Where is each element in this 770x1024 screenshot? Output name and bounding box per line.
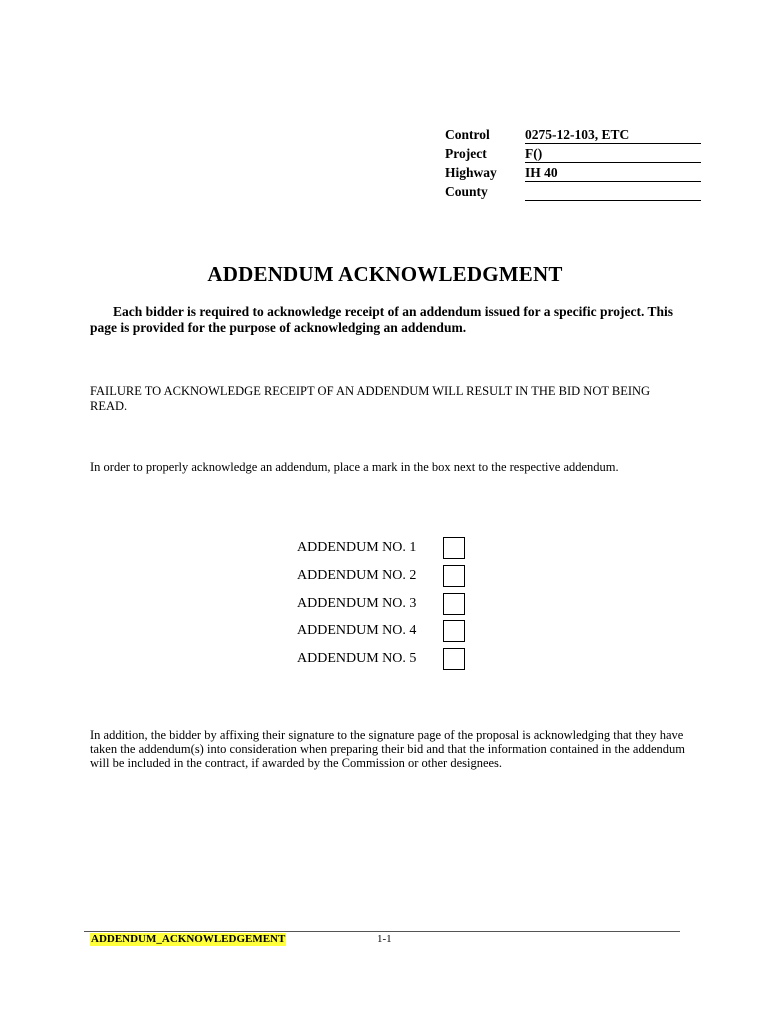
addendum-list xyxy=(297,537,472,676)
project-row xyxy=(445,145,701,164)
closing-paragraph: In addition, the bidder by affixing their signature to the signature page of the proposal is acknowledging that they have taken the addendum(s) into consideration when preparing their bid and that the information contained in the addendum will be included in the contract, if awarded by the Commission or other designees. xyxy=(90,728,685,770)
footer-document-id: ADDENDUM_ACKNOWLEDGEMENT xyxy=(91,933,286,945)
project-value[interactable]: F() xyxy=(525,145,701,163)
county-value[interactable] xyxy=(525,183,701,201)
addendum-row-3 xyxy=(297,593,472,621)
control-value[interactable]: 0275-12-103, ETC xyxy=(525,126,701,144)
addendum-checkbox-3[interactable] xyxy=(443,593,465,615)
control-label: Control xyxy=(445,127,490,142)
addendum-row-5 xyxy=(297,648,472,676)
warning-paragraph: FAILURE TO ACKNOWLEDGE RECEIPT OF AN ADDENDUM WILL RESULT IN THE BID NOT BEING READ. xyxy=(90,384,651,413)
project-label: Project xyxy=(445,146,487,161)
addendum-row-1 xyxy=(297,537,472,565)
footer-divider xyxy=(84,931,680,932)
page-title: ADDENDUM ACKNOWLEDGMENT xyxy=(207,262,563,286)
addendum-label-4: ADDENDUM NO. 4 xyxy=(297,623,417,639)
addendum-label-1: ADDENDUM NO. 1 xyxy=(297,540,417,555)
addendum-label-3: ADDENDUM NO. 3 xyxy=(297,595,417,611)
footer-page-number: 1-1 xyxy=(377,933,392,945)
addendum-label-2: ADDENDUM NO. 2 xyxy=(297,567,417,583)
addendum-checkbox-1[interactable] xyxy=(443,537,465,559)
addendum-row-2 xyxy=(297,565,472,593)
addendum-checkbox-4[interactable] xyxy=(443,620,465,642)
highway-row xyxy=(445,164,701,183)
intro-paragraph: Each bidder is required to acknowledge receipt of an addendum issued for a specific project. This page is provided for the purpose of acknowledging an addendum. xyxy=(90,304,674,335)
highway-label: Highway xyxy=(445,165,497,180)
addendum-row-4 xyxy=(297,620,472,648)
addendum-checkbox-2[interactable] xyxy=(443,565,465,587)
addendum-label-5: ADDENDUM NO. 5 xyxy=(297,651,417,667)
highway-value[interactable]: IH 40 xyxy=(525,164,701,182)
control-row xyxy=(445,126,701,145)
county-label: County xyxy=(445,184,488,199)
project-info-block xyxy=(445,126,701,202)
county-row xyxy=(445,183,701,202)
addendum-checkbox-5[interactable] xyxy=(443,648,465,670)
instruction-paragraph: In order to properly acknowledge an addendum, place a mark in the box next to the respective addendum. xyxy=(90,460,619,474)
